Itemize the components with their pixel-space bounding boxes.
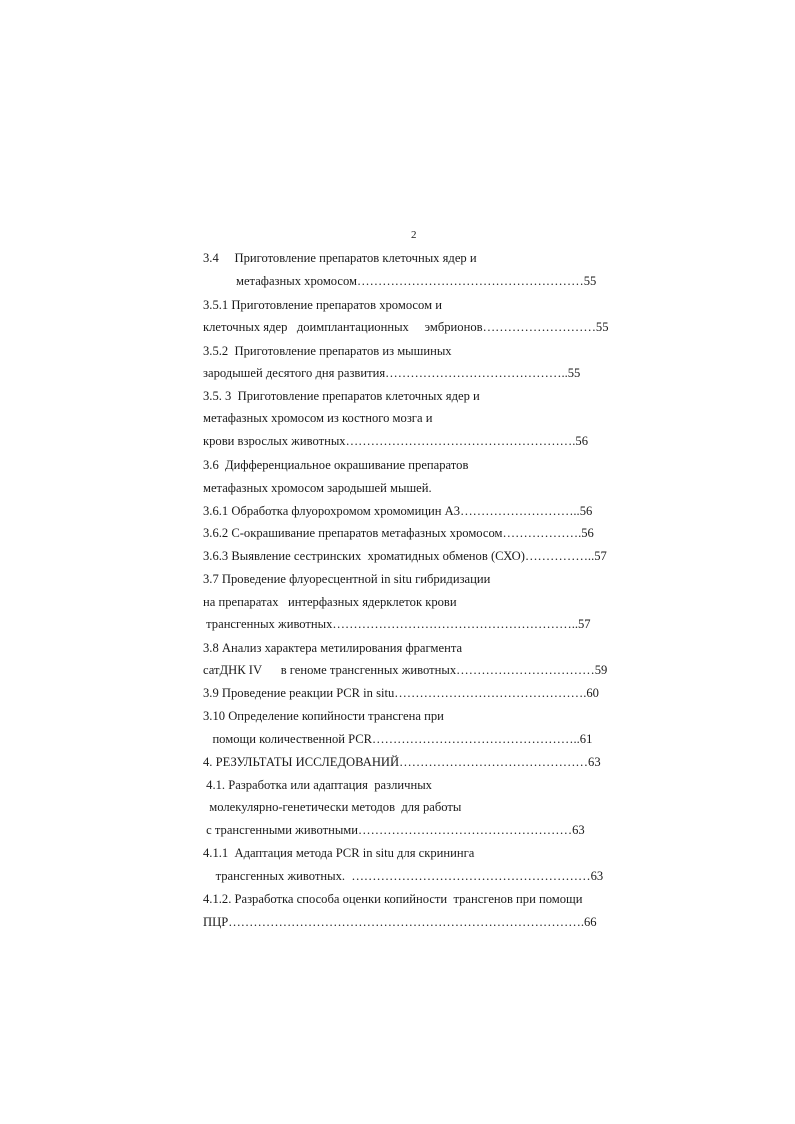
toc-entry-3-10-cont: помощи количественной PCR…………………………………………..61 bbox=[203, 732, 593, 746]
toc-entry-3-5-3-cont1: метафазных хромосом из костного мозга и bbox=[203, 411, 433, 425]
toc-entry-4-1-cont1: молекулярно-генетически методов для работы bbox=[203, 800, 462, 814]
toc-entry-3-5-1: 3.5.1 Приготовление препаратов хромосом и bbox=[203, 298, 442, 312]
toc-entry-3-6-2: 3.6.2 С-окрашивание препаратов метафазных хромосом……………….56 bbox=[203, 526, 594, 540]
toc-entry-4-1-1-cont: трансгенных животных. …………………………………………………63 bbox=[203, 869, 604, 883]
toc-entry-3-4-cont: метафазных хромосом………………………………………………55 bbox=[236, 274, 597, 288]
toc-entry-4-1-cont2: с трансгенными животными……………………………………………63 bbox=[203, 823, 585, 837]
toc-entry-3-5-3-cont2: крови взрослых животных……………………………………………….56 bbox=[203, 434, 589, 448]
toc-entry-4-1: 4.1. Разработка или адаптация различных bbox=[203, 778, 432, 792]
toc-entry-3-4: 3.4 Приготовление препаратов клеточных ядер и bbox=[203, 251, 477, 265]
toc-entry-3-9: 3.9 Проведение реакции PCR in situ……………………………………….60 bbox=[203, 686, 599, 700]
toc-entry-3-7-cont1: на препаратах интерфазных ядерклеток крови bbox=[203, 595, 457, 609]
toc-entry-3-5-1-cont: клеточных ядер доимплантационных эмбрионов………………………55 bbox=[203, 320, 609, 334]
toc-entry-3-7: 3.7 Проведение флуоресцентной in situ гибридизации bbox=[203, 572, 491, 586]
toc-entry-4-1-2: 4.1.2. Разработка способа оценки копийности трансгенов при помощи bbox=[203, 892, 583, 906]
toc-entry-4: 4. РЕЗУЛЬТАТЫ ИССЛЕДОВАНИЙ………………………………………63 bbox=[203, 755, 601, 769]
toc-entry-3-6: 3.6 Дифференциальное окрашивание препаратов bbox=[203, 458, 469, 472]
toc-entry-3-8: 3.8 Анализ характера метилирования фрагмента bbox=[203, 641, 463, 655]
toc-entry-4-1-2-cont: ПЦР………………………………………………………………………….66 bbox=[203, 915, 597, 929]
toc-entry-3-7-cont2: трансгенных животных…………………………………………………..57 bbox=[203, 617, 591, 631]
toc-entry-3-5-2: 3.5.2 Приготовление препаратов из мышиных bbox=[203, 344, 452, 358]
toc-entry-3-5-3: 3.5. 3 Приготовление препаратов клеточных ядер и bbox=[203, 389, 480, 403]
page-number: 2 bbox=[411, 229, 417, 241]
toc-entry-3-10: 3.10 Определение копийности трансгена при bbox=[203, 709, 444, 723]
toc-entry-3-6-cont: метафазных хромосом зародышей мышей. bbox=[203, 481, 432, 495]
toc-entry-4-1-1: 4.1.1 Адаптация метода PCR in situ для скрининга bbox=[203, 846, 475, 860]
toc-entry-3-8-cont: сатДНК IV в геноме трансгенных животных……………………………59 bbox=[203, 663, 608, 677]
toc-entry-3-6-3: 3.6.3 Выявление сестринских хроматидных обменов (СХО)……………..57 bbox=[203, 549, 607, 563]
toc-entry-3-5-2-cont: зародышей десятого дня развития……………………………………..55 bbox=[203, 366, 581, 380]
toc-entry-3-6-1: 3.6.1 Обработка флуорохромом хромомицин А3………………………..56 bbox=[203, 504, 593, 518]
